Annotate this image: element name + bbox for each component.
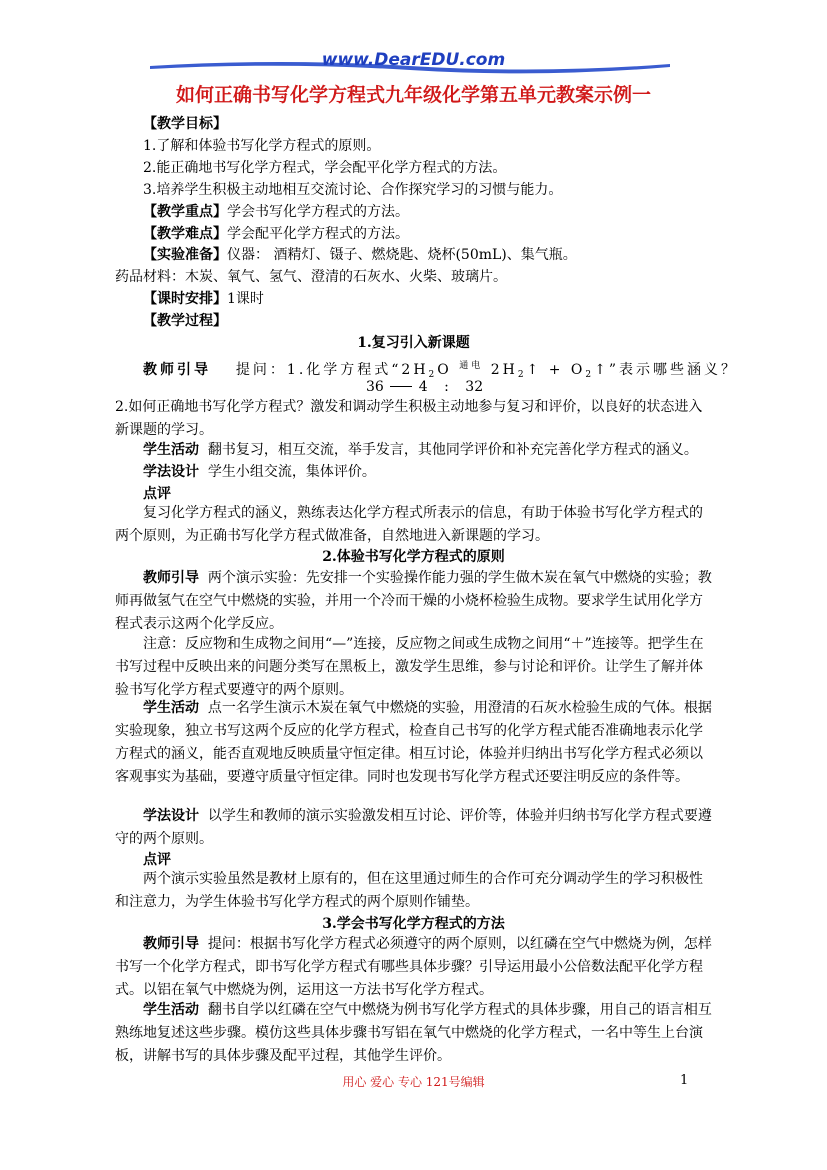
teacher-text: 提问：根据书写化学方程式必须遵守的两个原则，以红磷在空气中燃烧为例，怎样书写一个化学方程式，即书写化学方程式有哪些具体步骤？引导运用最小公倍数法配平化学方程式。以铝在氧气中燃烧为例，运用这一方法书写化学方程式。 — [115, 936, 712, 998]
note: 注意：反应物和生成物之间用“—”连接，反应物之间或生成物之间用“＋”连接等。把学生在书写过程中反映出来的问题分类写在黑板上，激发学生思维，参与讨论和评价。让学生了解并体验书写化学方程式要遵守的两个原则。 — [115, 636, 704, 698]
mass-value: 36 — [366, 379, 384, 395]
teacher-label: 教师引导 — [143, 570, 199, 586]
prep-text: 仪器： 酒精灯、镊子、燃烧匙、烧杯(50mL)、集气瓶。 — [227, 247, 577, 263]
teacher-label: 教师引导 — [143, 362, 211, 378]
objectives-heading: 【教学目标】 — [143, 116, 227, 132]
student-label: 学生活动 — [143, 700, 199, 716]
difficulty — [143, 224, 409, 244]
prep-label: 【实验准备】 — [143, 247, 227, 263]
equation-part: 2H — [490, 362, 518, 378]
student-activity — [115, 697, 715, 789]
method-text: 以学生和教师的演示实验激发相互讨论、评价等，体验并归纳书写化学方程式要遵守的两个原则。 — [115, 808, 712, 847]
student-label: 学生活动 — [143, 1002, 199, 1018]
hours — [143, 289, 264, 309]
method-label: 学法设计 — [143, 464, 199, 480]
difficulty-label: 【教学难点】 — [143, 226, 227, 242]
subscript: 2 — [517, 370, 527, 380]
method-design — [115, 805, 715, 851]
section-title: 3.学会书写化学方程式的方法 — [322, 916, 505, 932]
student-text: 翻书复习，相互交流，举手发言，其他同学评价和补充完善化学方程式的涵义。 — [207, 442, 698, 458]
page-number: 1 — [680, 1073, 689, 1088]
hours-label: 【课时安排】 — [143, 291, 227, 307]
student-text: 翻书自学以红磷在空气中燃烧为例书写化学方程式的具体步骤，用自己的语言相互熟练地复述这些步骤。模仿这些具体步骤书写铝在氧气中燃烧的化学方程式，一名中等生上台演板，讲解书写的具体步骤及配平过程，其他学生评价。 — [115, 1002, 712, 1064]
key-point — [143, 202, 409, 222]
subscript: 2 — [428, 370, 438, 380]
comment-text: 两个演示实验虽然是教材上原有的，但在这里通过师生的合作可充分调动学生的学习积极性和注意力，为学生体验书写化学方程式的两个原则作铺垫。 — [115, 871, 703, 910]
page-title: 如何正确书写化学方程式九年级化学第五单元教案示例一 — [175, 84, 651, 106]
materials: 药品材料：木炭、氧气、氢气、澄清的石灰水、火柴、玻璃片。 — [115, 269, 507, 285]
objective-item: 3.培养学生积极主动地相互交流讨论、合作探究学习的习惯与能力。 — [143, 182, 563, 198]
equation-part: O — [437, 362, 452, 378]
subscript: 2 — [585, 370, 595, 380]
student-text: 点一名学生演示木炭在氧气中燃烧的实验，用澄清的石灰水检验生成的气体。根据实验现象，独立书写这两个反应的化学方程式，检查自己书写的化学方程式能否准确地表示化学方程式的涵义，能否直观地反映质量守恒定律。相互讨论，体验并归纳出书写化学方程式必须以客观事实为基础，要遵守质量守恒定律。同时也发现书写化学方程式还要注明反应的条件等。 — [115, 700, 712, 785]
ratio-divider — [390, 386, 412, 387]
equation-part: ↑ + O — [526, 362, 586, 378]
teacher-guide — [115, 933, 715, 1002]
reaction-condition: 通电 — [459, 361, 484, 371]
comment-label: 点评 — [143, 486, 171, 502]
objective-item: 2.能正确地书写化学方程式，学会配平化学方程式的方法。 — [143, 160, 507, 176]
process-heading: 【教学过程】 — [143, 313, 227, 329]
student-activity — [143, 440, 698, 460]
method-label: 学法设计 — [143, 808, 199, 824]
footer-text: 用心 爱心 专心 121号编辑 — [342, 1075, 485, 1089]
section-title: 2.体验书写化学方程式的原则 — [322, 549, 505, 565]
difficulty-text: 学会配平化学方程式的方法。 — [227, 226, 409, 242]
comment-text: 复习化学方程式的涵义，熟练表达化学方程式所表示的信息，有助于体验书写化学方程式的两个原则，为正确书写化学方程式做准备，自然地进入新课题的学习。 — [115, 505, 703, 544]
objective-item: 1.了解和体验书写化学方程式的原则。 — [143, 138, 381, 154]
question-text: ↑”表示哪些涵义？ — [594, 362, 739, 378]
ratio-separator: : — [444, 379, 449, 395]
site-header[interactable]: www.DearEDU.com — [321, 50, 506, 70]
student-activity — [115, 999, 715, 1068]
question-text: 提问：1.化学方程式“2H — [235, 362, 429, 378]
mass-ratio — [366, 377, 483, 397]
teacher-text: 两个演示实验：先安排一个实验操作能力强的学生做木炭在氧气中燃烧的实验；教师再做氢气在空气中燃烧的实验，并用一个冷而干燥的小烧杯检验生成物。要求学生试用化学方程式表示这两个化学反应。 — [115, 570, 712, 632]
hours-text: 1课时 — [227, 291, 264, 307]
teacher-label: 教师引导 — [143, 936, 199, 952]
question-2: 2.如何正确地书写化学方程式？激发和调动学生积极主动地参与复习和评价，以良好的状态进入新课题的学习。 — [115, 399, 703, 438]
key-point-label: 【教学重点】 — [143, 204, 227, 220]
mass-value: 32 — [465, 379, 484, 395]
teacher-guide — [115, 567, 715, 636]
method-text: 学生小组交流，集体评价。 — [207, 464, 376, 480]
section-title: 1.复习引入新课题 — [357, 335, 470, 351]
student-label: 学生活动 — [143, 442, 199, 458]
prep — [143, 245, 577, 265]
mass-value: 4 — [418, 379, 428, 395]
key-point-text: 学会书写化学方程式的方法。 — [227, 204, 409, 220]
method-design — [143, 462, 376, 482]
comment-label: 点评 — [143, 852, 171, 868]
